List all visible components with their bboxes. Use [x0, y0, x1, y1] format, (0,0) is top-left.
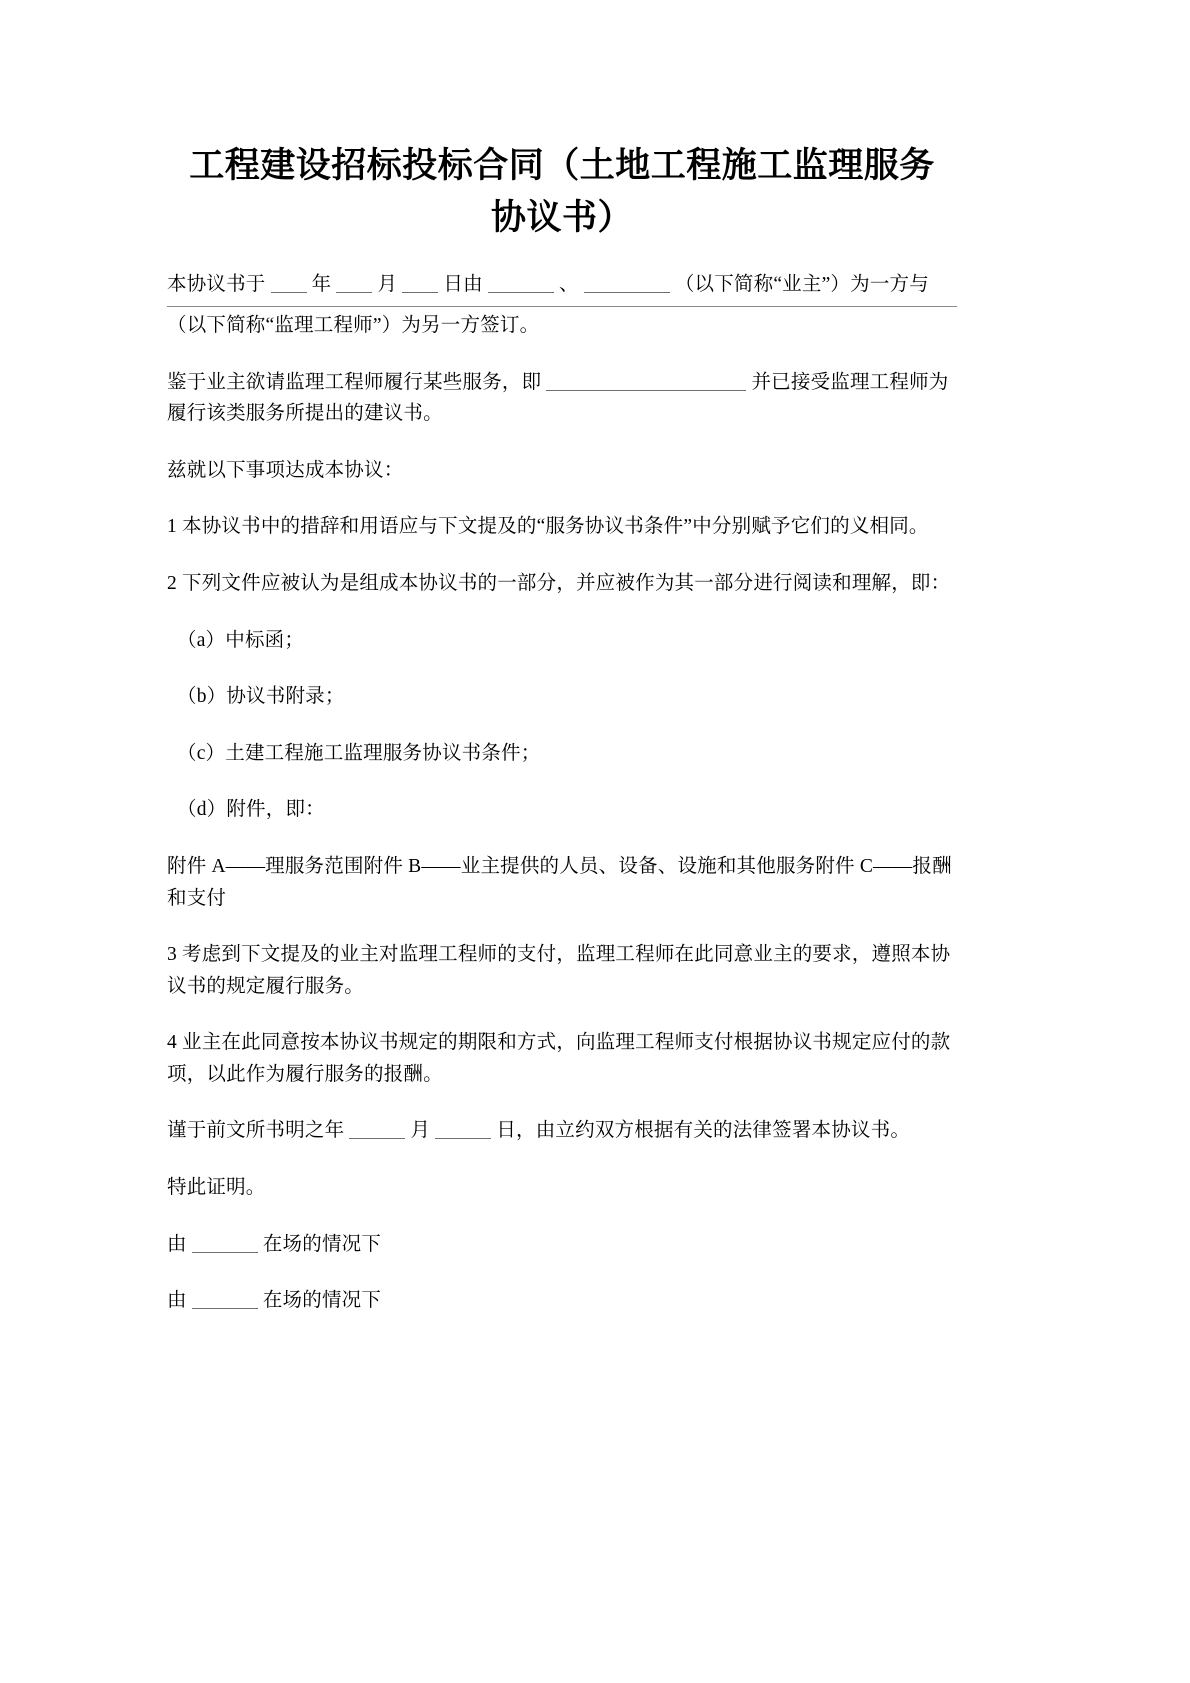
clause-2: 2 下列文件应被认为是组成本协议书的一部分，并应被作为其一部分进行阅读和理解，即： — [167, 573, 951, 595]
clause-2-item-b: （b）协议书附录； — [177, 686, 345, 708]
engineer-note: （以下简称“监理工程师”）为另一方签订。 — [167, 315, 540, 337]
clause-3: 3 考虑到下文提及的业主对监理工程师的支付，监理工程师在此同意业主的要求，遵照本协议书的规定履行服务。 — [167, 944, 951, 997]
witness-line-1 — [167, 1229, 957, 1261]
blank-signing-month[interactable] — [349, 1138, 405, 1139]
owner-note: （以下简称“业主”）为一方与 — [674, 273, 929, 295]
whereas-suffix: 并已接受监理工程师为履行该类服务所提出的建议书。 — [167, 371, 949, 425]
certify-paragraph: 特此证明。 — [167, 1177, 266, 1198]
label-month: 月 — [377, 273, 398, 295]
blank-party-two[interactable] — [584, 292, 670, 293]
whereas-prefix: 鉴于业主欲请监理工程师履行某些服务，即 — [167, 371, 542, 393]
blank-party-one[interactable] — [488, 292, 554, 293]
blank-day[interactable] — [402, 292, 438, 293]
blank-month[interactable] — [336, 292, 372, 293]
parties-prefix: 本协议书于 — [167, 273, 266, 295]
agreement-intro: 兹就以下事项达成本协议： — [167, 459, 404, 481]
clause-2-item-a: （a）中标函； — [177, 629, 305, 651]
page-title: 工程建设招标投标合同（土地工程施工监理服务协议书） — [189, 146, 935, 237]
witness-prefix-2: 由 — [167, 1290, 187, 1312]
signing-prefix: 谨于前文所书明之年 — [167, 1120, 345, 1142]
blank-witness-1[interactable] — [192, 1252, 258, 1253]
signing-date-paragraph — [167, 1115, 957, 1147]
whereas-paragraph — [167, 367, 957, 430]
blank-witness-2[interactable] — [192, 1308, 258, 1309]
witness-suffix-1: 在场的情况下 — [262, 1233, 382, 1255]
annex-list: 附件 A——理服务范围附件 B——业主提供的人员、设备、设施和其他服务附件 C——报酬和支付 — [167, 855, 952, 909]
document-body — [167, 140, 957, 1342]
party-separator: 、 — [558, 273, 579, 295]
blank-signing-day[interactable] — [435, 1138, 491, 1139]
parties-paragraph — [167, 269, 957, 342]
blank-year[interactable] — [271, 292, 307, 293]
witness-prefix-1: 由 — [167, 1233, 187, 1255]
blank-engineer-fullwidth[interactable] — [167, 306, 957, 307]
witness-suffix-2: 在场的情况下 — [262, 1290, 382, 1312]
label-day-by: 日由 — [443, 273, 483, 295]
witness-line-2 — [167, 1285, 957, 1317]
label-year: 年 — [311, 273, 332, 295]
clause-2-item-c: （c）土建工程施工监理服务协议书条件； — [177, 742, 541, 764]
signing-month-label: 月 — [410, 1120, 431, 1142]
blank-services[interactable] — [546, 390, 746, 391]
signing-day-label: 日，由立约双方根据有关的法律签署本协议书。 — [496, 1120, 911, 1142]
clause-4: 4 业主在此同意按本协议书规定的期限和方式，向监理工程师支付根据协议书规定应付的款项，以此作为履行服务的报酬。 — [167, 1032, 951, 1085]
clause-2-item-d: （d）附件，即： — [177, 799, 325, 821]
clause-1: 1 本协议书中的措辞和用语应与下文提及的“服务协议书条件”中分别赋予它们的义相同。 — [167, 516, 929, 538]
